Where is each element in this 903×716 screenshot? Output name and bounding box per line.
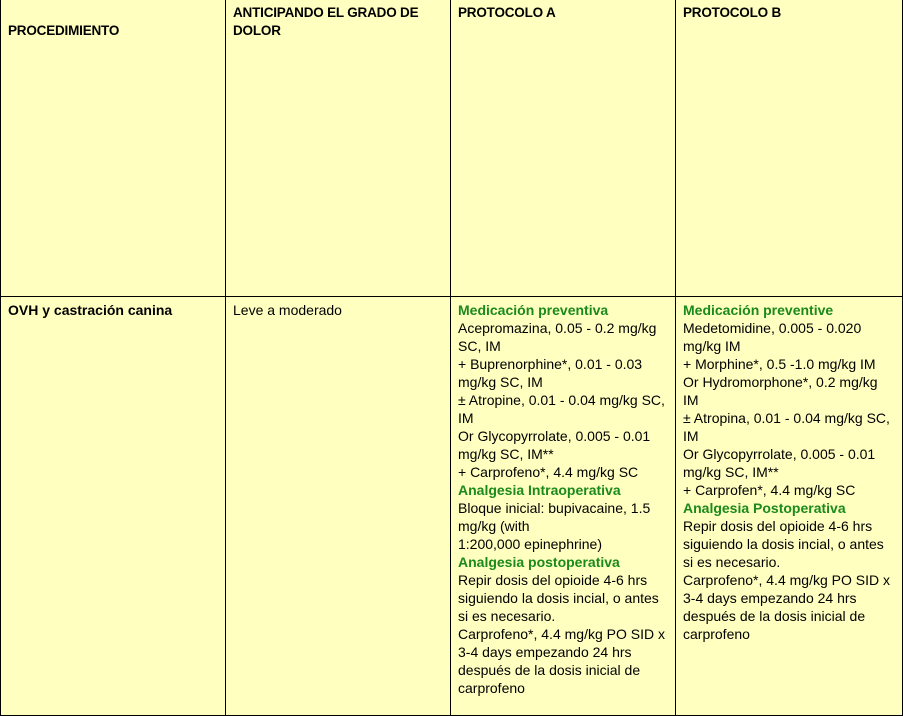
protocolo-b-line: Carprofeno*, 4.4 mg/kg PO SID x 3-4 days empezando 24 hrs después de la dosis inicial de carprofeno [683, 572, 890, 642]
protocolo-b-line: Or Glycopyrrolate, 0.005 - 0.01 mg/kg SC, IM** [683, 446, 876, 480]
header-anticipando-dolor: ANTICIPANDO EL GRADO DE DOLOR [226, 0, 451, 297]
cell-grado-dolor: Leve a moderado [226, 297, 451, 716]
protocolo-a-section-title: Analgesia Intraoperativa [458, 482, 621, 498]
header-protocolo-a: PROTOCOLO A [451, 0, 676, 297]
protocolo-a-line: ± Atropine, 0.01 - 0.04 mg/kg SC, IM [458, 392, 665, 426]
protocolo-a-line: Or Glycopyrrolate, 0.005 - 0.01 mg/kg SC, IM** [458, 428, 651, 462]
protocolo-b-line: + Carprofen*, 4.4 mg/kg SC [683, 482, 856, 498]
protocolo-a-line: + Carprofeno*, 4.4 mg/kg SC [458, 464, 639, 480]
header-row [1, 0, 903, 297]
protocolo-a-line: Carprofeno*, 4.4 mg/kg PO SID x 3-4 days empezando 24 hrs después de la dosis inicial de carprofeno [458, 626, 665, 696]
protocolo-b-line: Repir dosis del opioide 4-6 hrs siguiendo la dosis incial, o antes si es necesario. [683, 518, 884, 570]
protocolo-a-line: Repir dosis del opioide 4-6 hrs siguiendo la dosis incial, o antes si es necesario. [458, 572, 659, 624]
protocolo-b-line: ± Atropina, 0.01 - 0.04 mg/kg SC, IM [683, 410, 890, 444]
cell-protocolo-b [676, 297, 903, 716]
protocolo-a-section-title: Analgesia postoperativa [458, 554, 620, 570]
protocolo-b-line: + Morphine*, 0.5 -1.0 mg/kg IM [683, 356, 876, 372]
protocolo-b-section-title: Medicación preventive [683, 302, 834, 318]
protocolo-a-line: 1:200,000 epinephrine) [458, 536, 603, 552]
protocolo-a-line: Bloque inicial: bupivacaine, 1.5 mg/kg (with [458, 500, 651, 534]
protocolo-b-line: Or Hydromorphone*, 0.2 mg/kg IM [683, 374, 878, 408]
protocolo-a-section-title: Medicación preventiva [458, 302, 609, 318]
header-procedimiento: PROCEDIMIENTO [1, 0, 226, 297]
cell-protocolo-a [451, 297, 676, 716]
protocolo-a-line: + Buprenorphine*, 0.01 - 0.03 mg/kg SC, IM [458, 356, 643, 390]
protocolo-b-line: Medetomidine, 0.005 - 0.020 mg/kg IM [683, 320, 862, 354]
cell-procedimiento: OVH y castración canina [1, 297, 226, 716]
table-row [1, 297, 903, 716]
protocolo-b-section-title: Analgesia Postoperativa [683, 500, 846, 516]
protocolo-a-line: Acepromazina, 0.05 - 0.2 mg/kg SC, IM [458, 320, 657, 354]
header-protocolo-b: PROTOCOLO B [676, 0, 903, 297]
